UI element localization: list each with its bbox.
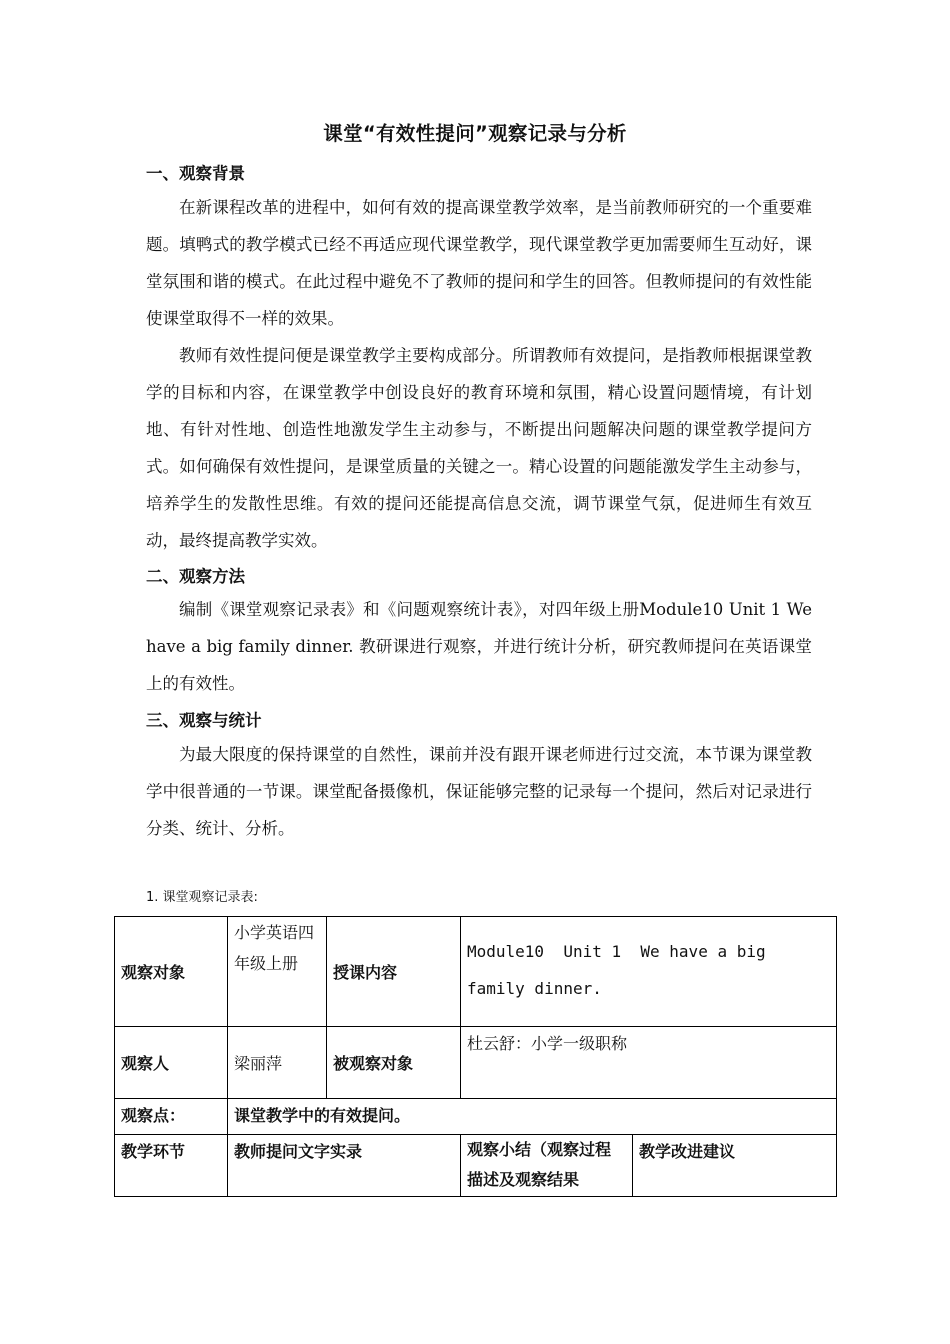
lesson-content-line-1: Module10 Unit 1 We have a big: [467, 942, 766, 961]
label-observation-point: 观察点：: [115, 1099, 228, 1135]
document-title: 课堂“有效性提问”观察记录与分析: [323, 122, 627, 145]
section-heading-statistics: 三、观察与统计: [146, 711, 262, 730]
value-observer: 梁丽萍: [228, 1027, 327, 1099]
label-lesson-content: 授课内容: [327, 917, 461, 1027]
table-row: [115, 1099, 837, 1135]
table-row: [115, 1027, 837, 1099]
section-heading-background: 一、观察背景: [146, 164, 245, 183]
paragraph-background-1: 在新课程改革的进程中，如何有效的提高课堂教学效率，是当前教师研究的一个重要难题。填鸭式的教学模式已经不再适应现代课堂教学，现代课堂教学更加需要师生互动好，课堂氛围和谐的模式。在此过程中避免不了教师的提问和学生的回答。但教师提问的有效性能使课堂取得不一样的效果。: [146, 198, 812, 328]
value-observed-teacher: 杜云舒：小学一级职称: [461, 1027, 837, 1099]
lesson-content-line-2: family dinner.: [467, 979, 602, 998]
label-observed-subject: 观察对象: [115, 917, 228, 1027]
table-row: [115, 1135, 837, 1197]
label-observed-teacher: 被观察对象: [327, 1027, 461, 1099]
label-observer: 观察人: [115, 1027, 228, 1099]
table-caption: 1. 课堂观察记录表:: [146, 890, 258, 905]
header-improvement-suggestions: 教学改进建议: [633, 1135, 837, 1197]
header-observation-summary: 观察小结（观察过程描述及观察结果: [461, 1135, 633, 1197]
paragraph-statistics: 为最大限度的保持课堂的自然性，课前并没有跟开课老师进行过交流，本节课为课堂教学中很普通的一节课。课堂配备摄像机，保证能够完整的记录每一个提问，然后对记录进行分类、统计、分析。: [146, 745, 812, 838]
value-observation-point: 课堂教学中的有效提问。: [228, 1099, 837, 1135]
observation-record-table: [114, 916, 837, 1197]
header-teaching-stage: 教学环节: [115, 1135, 228, 1197]
header-question-transcript: 教师提问文字实录: [228, 1135, 461, 1197]
value-lesson-content: [461, 917, 837, 1027]
table-row: [115, 917, 837, 1027]
section-heading-method: 二、观察方法: [146, 567, 245, 586]
paragraph-background-2: 教师有效性提问便是课堂教学主要构成部分。所谓教师有效提问，是指教师根据课堂教学的目标和内容，在课堂教学中创设良好的教育环境和氛围，精心设置问题情境，有计划地、有针对性地、创造性地激发学生主动参与，不断提出问题解决问题的课堂教学提问方式。如何确保有效性提问，是课堂质量的关键之一。精心设置的问题能激发学生主动参与，培养学生的发散性思维。有效的提问还能提高信息交流，调节课堂气氛，促进师生有效互动，最终提高教学实效。: [146, 346, 812, 550]
paragraph-method: 编制《课堂观察记录表》和《问题观察统计表》，对四年级上册Module10 Unit 1 We have a big family dinner. 教研课进行观察，并进行统计分析，研究教师提问在英语课堂上的有效性。: [146, 600, 812, 693]
value-observed-subject: 小学英语四年级上册: [228, 917, 327, 1027]
